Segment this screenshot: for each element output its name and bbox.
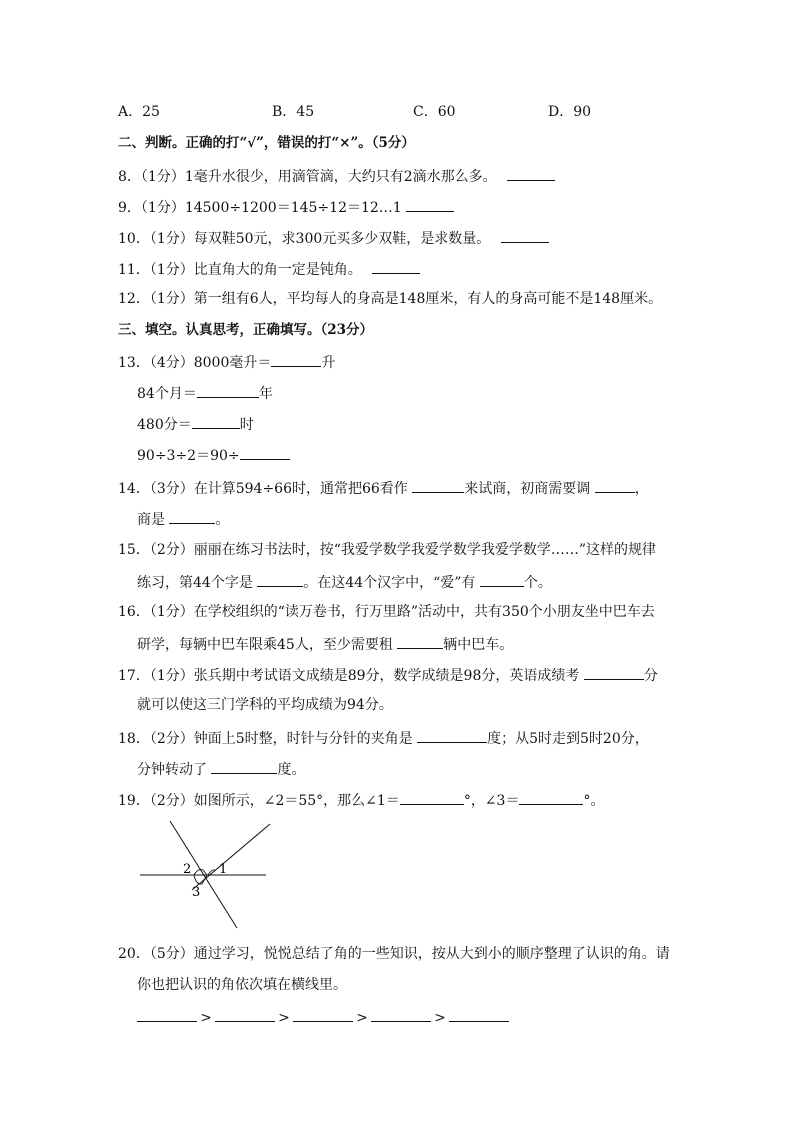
option-c: C．60	[413, 104, 456, 120]
option-a: A．25	[118, 104, 160, 120]
answer-blank[interactable]	[240, 444, 290, 460]
question-10	[118, 227, 549, 249]
question-text: 20．（5分）通过学习，悦悦总结了角的一些知识，按从大到小的顺序整理了认识的角。请	[118, 946, 670, 962]
angle-order-row	[137, 1006, 509, 1028]
question-9	[118, 196, 454, 218]
answer-blank[interactable]	[169, 508, 215, 524]
angle-label-3: 3	[192, 885, 201, 900]
question-20	[118, 944, 670, 964]
question-13-d	[137, 444, 290, 466]
angle-label-2: 2	[183, 862, 192, 877]
question-text: 分钟转动了	[137, 762, 207, 778]
answer-blank[interactable]	[192, 413, 240, 429]
greater-than-sign: >	[434, 1010, 446, 1026]
question-text: 练习，第44个字是	[137, 575, 253, 591]
question-text: 9．（1分）14500÷1200＝145÷12＝12…1	[118, 200, 402, 216]
answer-blank[interactable]	[417, 727, 487, 743]
question-17-b	[137, 695, 393, 715]
question-text: 来试商，初商需要调	[464, 481, 591, 497]
unit-text: 时	[239, 417, 254, 433]
question-text: 15．（2分）丽丽在练习书法时，按“我爱学数学我爱学数学我爱学数学……”这样的规律	[118, 542, 657, 558]
question-text: 84个月＝	[137, 386, 197, 402]
question-16	[118, 602, 655, 622]
question-text: 10．（1分）每双鞋50元，求300元买多少双鞋，是求数量。	[118, 231, 491, 247]
answer-blank[interactable]	[293, 1006, 353, 1022]
question-text: 18．（2分）钟面上5时整，时针与分针的夹角是	[118, 731, 413, 747]
angle-label-1: 1	[219, 862, 228, 877]
answer-blank[interactable]	[137, 1006, 197, 1022]
question-text: 商是	[137, 512, 165, 528]
greater-than-sign: >	[278, 1010, 290, 1026]
question-20-b	[137, 975, 347, 995]
option-d: D．90	[548, 104, 592, 120]
question-19	[118, 789, 604, 811]
angle-figure	[136, 818, 272, 930]
question-text: 个。	[523, 575, 552, 591]
answer-blank[interactable]	[215, 1006, 275, 1022]
question-15-b	[137, 571, 552, 593]
question-14	[118, 477, 649, 499]
answer-blank[interactable]	[595, 477, 635, 493]
unit-text: 分	[643, 668, 658, 684]
question-text: 17．（1分）张兵期中考试语文成绩是89分，数学成绩是98分，英语成绩考	[118, 668, 580, 684]
answer-blank[interactable]	[406, 196, 454, 212]
answer-blank[interactable]	[211, 758, 277, 774]
question-text: 就可以使这三门学科的平均成绩为94分。	[137, 697, 393, 713]
question-17	[118, 664, 658, 686]
question-text: °，∠3＝	[463, 793, 520, 809]
question-text: 。在这44个汉字中，“爱”有	[303, 575, 476, 591]
question-text: 16．（1分）在学校组织的“读万卷书，行万里路”活动中，共有350个小朋友坐中巴车去	[118, 604, 655, 620]
question-13-b	[137, 382, 273, 404]
greater-than-sign: >	[356, 1010, 368, 1026]
question-13-c	[137, 413, 254, 435]
question-12	[118, 289, 662, 309]
greater-than-sign: >	[200, 1010, 212, 1026]
answer-blank[interactable]	[257, 571, 303, 587]
angle-1-arc	[208, 870, 215, 875]
question-text: 度；从5时走到5时20分，	[487, 731, 649, 747]
answer-blank[interactable]	[501, 227, 549, 243]
section-heading-fill: 三、填空。认真思考，正确填写。（23分）	[118, 322, 374, 338]
question-16-b	[137, 633, 513, 655]
option-b: B．45	[272, 104, 315, 120]
answer-blank[interactable]	[584, 664, 644, 680]
section-heading-judge: 二、判断。正确的打“√”，错误的打“×”。（5分）	[118, 135, 415, 151]
question-18	[118, 727, 649, 749]
answer-blank[interactable]	[480, 571, 524, 587]
question-18-b	[137, 758, 305, 780]
answer-blank[interactable]	[197, 382, 259, 398]
question-text: 你也把认识的角依次填在横线里。	[137, 977, 347, 993]
question-text: 。	[215, 512, 230, 528]
question-text: 辆中巴车。	[443, 637, 514, 653]
answer-blank[interactable]	[449, 1006, 509, 1022]
unit-text: 升	[321, 355, 336, 371]
answer-blank[interactable]	[507, 165, 555, 181]
unit-text: 度。	[277, 762, 306, 778]
answer-blank[interactable]	[400, 789, 464, 805]
question-15	[118, 540, 656, 560]
question-text: °。	[583, 793, 605, 809]
unit-text: 年	[258, 386, 273, 402]
answer-blank[interactable]	[519, 789, 583, 805]
question-text: 12．（1分）第一组有6人，平均每人的身高是148厘米，有人的身高可能不是148厘米。	[118, 291, 663, 307]
answer-blank[interactable]	[397, 633, 443, 649]
question-text: 14．（3分）在计算594÷66时，通常把66看作	[118, 481, 408, 497]
answer-blank[interactable]	[412, 477, 464, 493]
question-14-b	[137, 508, 229, 530]
question-13	[118, 351, 335, 373]
question-text: 研学，每辆中巴车限乘45人，至少需要租	[137, 637, 393, 653]
question-text: ，	[634, 481, 649, 497]
question-11	[118, 258, 420, 280]
question-text: 8．（1分）1毫升水很少，用滴管滴，大约只有2滴水那么多。	[118, 169, 497, 185]
answer-blank[interactable]	[271, 351, 321, 367]
question-text: 480分＝	[137, 417, 192, 433]
question-text: 11．（1分）比直角大的角一定是钝角。	[118, 262, 362, 278]
question-text: 13．（4分）8000毫升＝	[118, 355, 272, 371]
question-text: 90÷3÷2＝90÷	[137, 448, 240, 464]
question-text: 19．（2分）如图所示，∠2＝55°，那么∠1＝	[118, 793, 400, 809]
answer-blank[interactable]	[372, 258, 420, 274]
question-8	[118, 165, 555, 187]
answer-blank[interactable]	[371, 1006, 431, 1022]
